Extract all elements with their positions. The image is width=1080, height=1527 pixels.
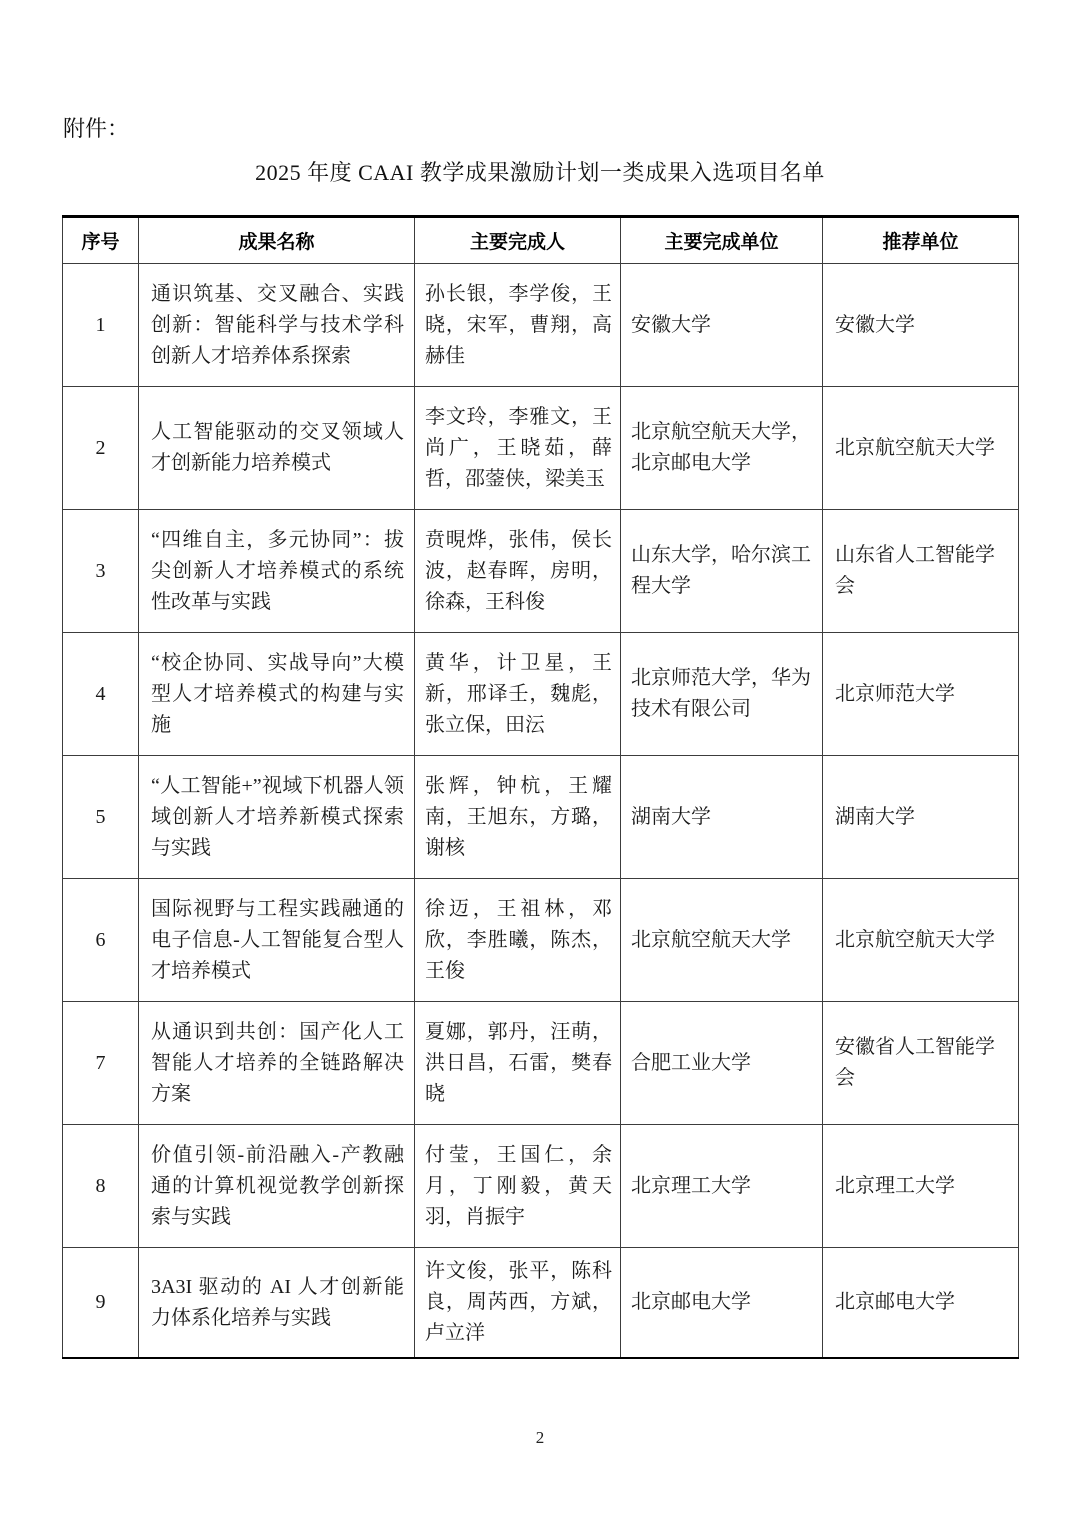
table-row (63, 1125, 1019, 1248)
attachment-label: 附件： (63, 116, 130, 141)
row-no: 7 (63, 1002, 139, 1125)
row-recommender: 湖南大学 (823, 756, 1019, 879)
row-recommender: 北京理工大学 (823, 1125, 1019, 1248)
row-recommender: 北京邮电大学 (823, 1248, 1019, 1359)
row-no: 2 (63, 387, 139, 510)
row-people: 张辉，钟杭，王耀南，王旭东，方璐，谢核 (415, 756, 621, 879)
row-no: 1 (63, 264, 139, 387)
page-number: 2 (535, 1428, 545, 1447)
row-no: 4 (63, 633, 139, 756)
row-people: 徐迈，王祖林，邓欣，李胜曦，陈杰，王俊 (415, 879, 621, 1002)
row-people: 许文俊，张平，陈科良，周芮西，方斌，卢立洋 (415, 1248, 621, 1359)
header-recommender: 推荐单位 (823, 217, 1019, 264)
table-row (63, 1002, 1019, 1125)
row-recommender: 北京航空航天大学 (823, 387, 1019, 510)
row-no: 3 (63, 510, 139, 633)
row-people: 夏娜，郭丹，汪萌，洪日昌，石雷，樊春晓 (415, 1002, 621, 1125)
header-people: 主要完成人 (415, 217, 621, 264)
row-name: 3A3I 驱动的 AI 人才创新能力体系化培养与实践 (139, 1248, 415, 1359)
row-units: 北京邮电大学 (621, 1248, 823, 1359)
table-row (63, 264, 1019, 387)
table-row (63, 510, 1019, 633)
row-units: 北京师范大学，华为技术有限公司 (621, 633, 823, 756)
row-people: 黄华，计卫星，王新，邢译壬，魏彪，张立保，田沄 (415, 633, 621, 756)
row-no: 6 (63, 879, 139, 1002)
row-no: 5 (63, 756, 139, 879)
row-people: 李文玲，李雅文，王尚广，王晓茹，薛哲，邵蓥侠，梁美玉 (415, 387, 621, 510)
row-recommender: 山东省人工智能学会 (823, 510, 1019, 633)
table-row (63, 1248, 1019, 1359)
row-people: 孙长银，李学俊，王晓，宋军，曹翔，高赫佳 (415, 264, 621, 387)
table-row (63, 387, 1019, 510)
header-no: 序号 (63, 217, 139, 264)
row-no: 9 (63, 1248, 139, 1359)
row-name: 人工智能驱动的交叉领域人才创新能力培养模式 (139, 387, 415, 510)
table-row (63, 879, 1019, 1002)
row-recommender: 安徽大学 (823, 264, 1019, 387)
page-title: 2025 年度 CAAI 教学成果激励计划一类成果入选项目名单 (255, 160, 825, 185)
row-name: “人工智能+”视域下机器人领域创新人才培养新模式探索与实践 (139, 756, 415, 879)
table-row (63, 756, 1019, 879)
row-name: “校企协同、实战导向”大模型人才培养模式的构建与实施 (139, 633, 415, 756)
table-row (63, 633, 1019, 756)
row-name: “四维自主，多元协同”：拔尖创新人才培养模式的系统性改革与实践 (139, 510, 415, 633)
row-units: 北京理工大学 (621, 1125, 823, 1248)
header-units: 主要完成单位 (621, 217, 823, 264)
row-recommender: 北京航空航天大学 (823, 879, 1019, 1002)
row-people: 贲晛烨，张伟，侯长波，赵春晖，房明，徐森，王科俊 (415, 510, 621, 633)
row-units: 山东大学，哈尔滨工程大学 (621, 510, 823, 633)
header-name: 成果名称 (139, 217, 415, 264)
row-units: 湖南大学 (621, 756, 823, 879)
row-name: 通识筑基、交叉融合、实践创新：智能科学与技术学科创新人才培养体系探索 (139, 264, 415, 387)
row-units: 北京航空航天大学，北京邮电大学 (621, 387, 823, 510)
row-units: 合肥工业大学 (621, 1002, 823, 1125)
row-recommender: 安徽省人工智能学会 (823, 1002, 1019, 1125)
row-name: 国际视野与工程实践融通的电子信息-人工智能复合型人才培养模式 (139, 879, 415, 1002)
row-name: 从通识到共创：国产化人工智能人才培养的全链路解决方案 (139, 1002, 415, 1125)
row-people: 付莹，王国仁，余月，丁刚毅，黄天羽，肖振宇 (415, 1125, 621, 1248)
row-recommender: 北京师范大学 (823, 633, 1019, 756)
row-name: 价值引领-前沿融入-产教融通的计算机视觉教学创新探索与实践 (139, 1125, 415, 1248)
row-units: 安徽大学 (621, 264, 823, 387)
row-no: 8 (63, 1125, 139, 1248)
table-header-row (63, 217, 1019, 264)
results-table (62, 215, 1019, 1359)
row-units: 北京航空航天大学 (621, 879, 823, 1002)
